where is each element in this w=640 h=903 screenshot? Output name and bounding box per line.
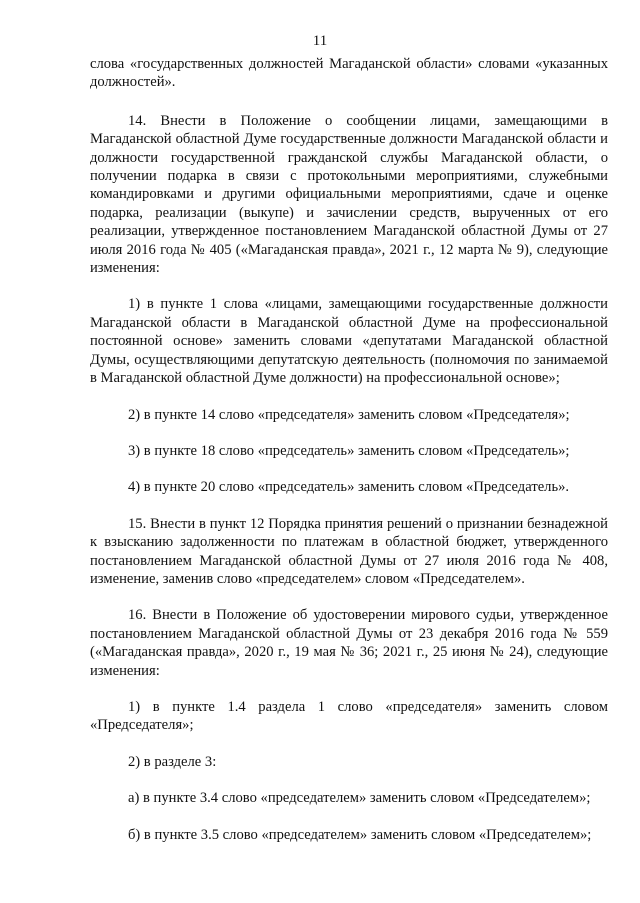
paragraph-item-16-sub-2a: а) в пункте 3.4 слово «председателем» заменить словом «Председателем»; (128, 790, 591, 807)
paragraph-item-16: 16. Внести в Положение об удостоверении мирового судьи, утвержденное постановлением Магаданской областной Думы от 23 декабря 2016 года № 559 («Магаданская правда», 2020 г., 19 мая № 36; 2021 г., 25 июня № 24), следующие изменения: (90, 607, 608, 679)
paragraph-item-16-sub-2: 2) в разделе 3: (128, 753, 217, 770)
page-number: 11 (312, 33, 328, 49)
paragraph-item-14-sub-3: 3) в пункте 18 слово «председатель» заменить словом «Председатель»; (128, 442, 570, 459)
paragraph-item-16-sub-2b: б) в пункте 3.5 слово «председателем» заменить словом «Председателем»; (128, 826, 592, 843)
paragraph-item-14-sub-1: 1) в пункте 1 слова «лицами, замещающими государственные должности Магаданской области в Магаданской областной Думе на профессиональной постоянной основе» заменить словами «депутатами Магаданской областной Думы, осуществляющими депутатскую деятельность (полномочия по занимаемой в Магаданской областной Думе должности) на профессиональной основе»; (90, 296, 608, 387)
document-body (90, 55, 608, 844)
paragraph-item-15: 15. Внести в пункт 12 Порядка принятия решений о признании безнадежной к взысканию задолженности по платежам в областной бюджет, утвержденного постановлением Магаданской областной Думы от 27 июля 2016 года № 408, изменение, заменив слово «председателем» словом «Председателем». (90, 515, 608, 587)
paragraph-continuation: слова «государственных должностей Магаданской области» словами «указанных должностей». (90, 56, 608, 91)
paragraph-item-14: 14. Внести в Положение о сообщении лицами, замещающими в Магаданской областной Думе государственные должности Магаданской области и должности государственной гражданской службы Магаданской области, о получении подарка в связи с протокольными мероприятиями, служебными командировками и другими официальными мероприятиями, сдаче и оценке подарка, реализации (выкупе) и зачислении средств, вырученных от его реализации, утвержденное постановлением Магаданской областной Думы от 27 июля 2016 года № 405 («Магаданская правда», 2021 г., 12 марта № 9), следующие изменения: (90, 112, 608, 277)
paragraph-item-14-sub-2: 2) в пункте 14 слово «председателя» заменить словом «Председателя»; (128, 406, 570, 423)
paragraph-item-16-sub-1: 1) в пункте 1.4 раздела 1 слово «председателя» заменить словом «Председателя»; (90, 698, 608, 734)
paragraph-item-14-sub-4: 4) в пункте 20 слово «председатель» заменить словом «Председатель». (128, 479, 570, 496)
